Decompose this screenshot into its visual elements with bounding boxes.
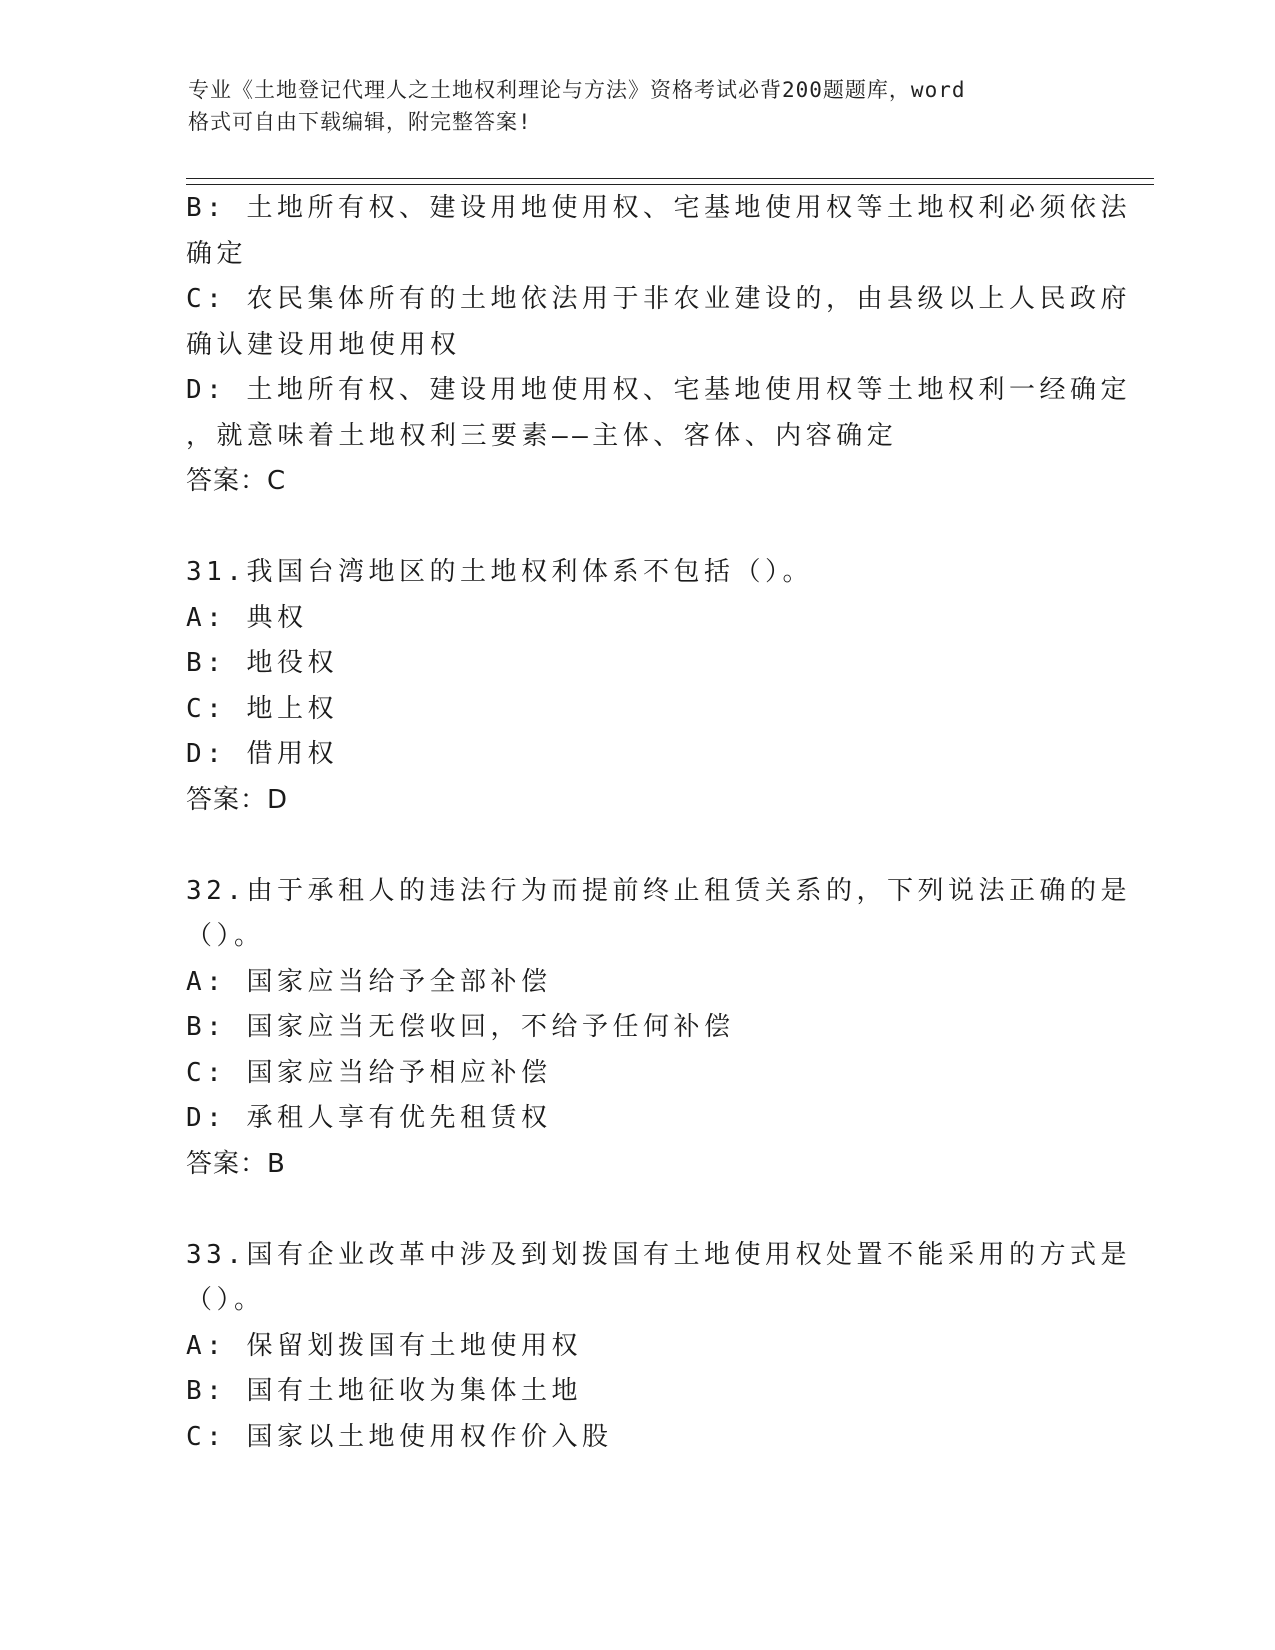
question-33: [186, 1233, 1131, 1461]
option-c: C: 地上权: [186, 693, 338, 724]
spacer: [186, 823, 1076, 869]
option-d: D: 承租人享有优先租赁权: [186, 1103, 552, 1133]
spacer: [186, 1187, 1076, 1233]
option-a: A: 国家应当给予全部补偿: [186, 966, 552, 997]
option-d-line-2: ，就意味着土地权利三要素——主体、客体、内容确定: [186, 420, 898, 451]
option-c: C: 国家应当给予相应补偿: [186, 1057, 552, 1088]
option-d: D: 借用权: [186, 739, 338, 769]
answer-label: 答案：D: [186, 784, 289, 815]
option-d-line-1: D: 土地所有权、建设用地使用权、宅基地使用权等土地权利一经确定: [186, 375, 1131, 405]
option-c-line-2: 确认建设用地使用权: [186, 329, 461, 360]
option-b: B: 国家应当无偿收回，不给予任何补偿: [186, 1012, 735, 1042]
option-a: A: 保留划拨国有土地使用权: [186, 1330, 582, 1361]
question-32: [186, 869, 1131, 1188]
option-b: B: 地役权: [186, 648, 338, 678]
option-c-line-1: C: 农民集体所有的土地依法用于非农业建设的，由县级以上人民政府: [186, 284, 1131, 314]
option-b-line-1: B: 土地所有权、建设用地使用权、宅基地使用权等土地权利必须依法: [186, 193, 1131, 223]
question-stem-line-1: 32.由于承租人的违法行为而提前终止租赁关系的，下列说法正确的是: [186, 875, 1131, 906]
option-b: B: 国有土地征收为集体土地: [186, 1376, 582, 1406]
option-c: C: 国家以土地使用权作价入股: [186, 1421, 613, 1452]
question-stem: 31.我国台湾地区的土地权利体系不包括（）。: [186, 557, 813, 587]
spacer: [186, 505, 1076, 551]
question-stem-line-2: （）。: [186, 921, 265, 951]
question-content: [186, 186, 1131, 1460]
answer-label: 答案：B: [186, 1148, 286, 1179]
question-stem-line-1: 33.国有企业改革中涉及到划拨国有土地使用权处置不能采用的方式是: [186, 1239, 1131, 1270]
option-a: A: 典权: [186, 602, 308, 633]
question-31: [186, 550, 1076, 823]
document-header: [188, 74, 1068, 138]
question-30: [186, 186, 1131, 505]
answer-label: 答案：C: [186, 466, 287, 496]
header-line-2: 格式可自由下载编辑，附完整答案!: [188, 110, 532, 134]
option-b-line-2: 确定: [186, 238, 248, 269]
header-divider: [186, 178, 1154, 185]
header-line-1: 专业《土地登记代理人之土地权利理论与方法》资格考试必背200题题库，word: [188, 78, 966, 102]
question-stem-line-2: （）。: [186, 1285, 265, 1315]
